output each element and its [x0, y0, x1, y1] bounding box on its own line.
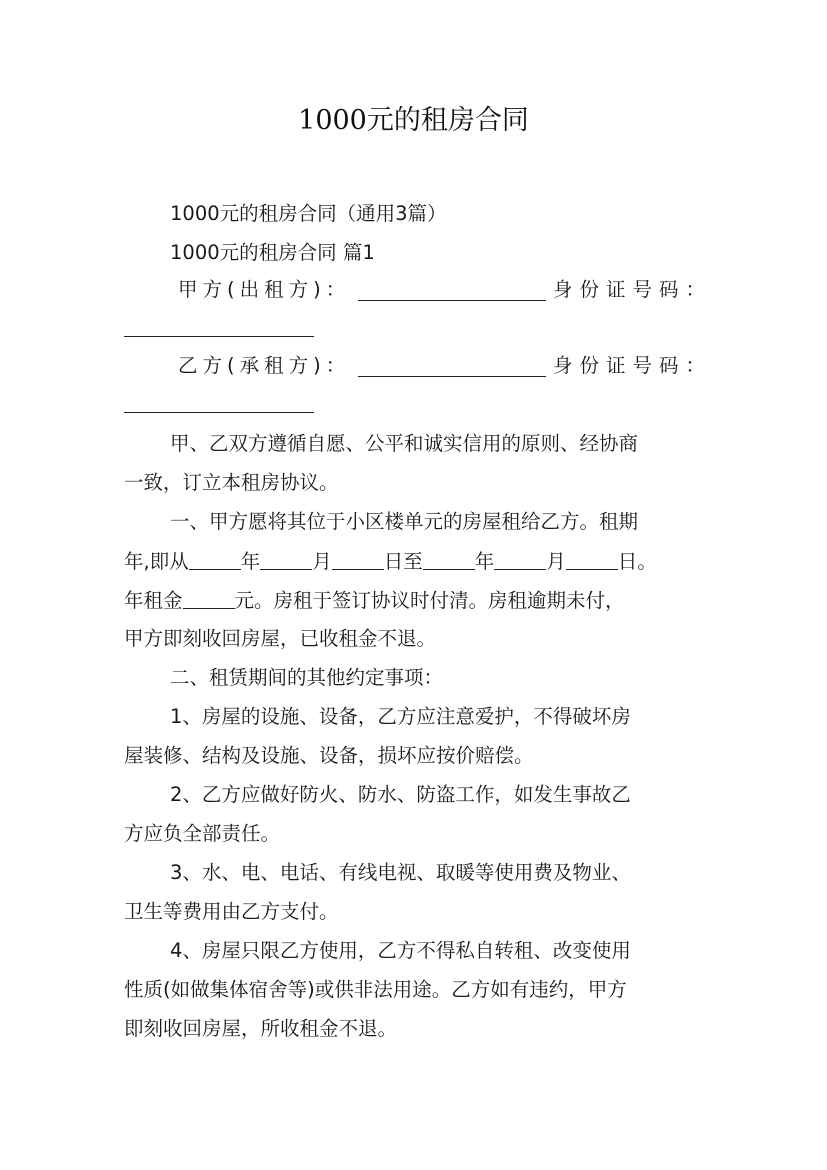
- term-text: 月: [546, 550, 566, 573]
- document-title: 1000元的租房合同: [298, 105, 529, 136]
- subtitle-line: 1000元的租房合同（通用3篇）: [170, 202, 447, 225]
- term-text: 月: [312, 550, 332, 573]
- party-a-name-blank: [358, 278, 546, 301]
- blank-line: [332, 547, 384, 570]
- term-text: 年: [474, 550, 495, 573]
- party-b-id-blank: [124, 390, 314, 413]
- blank-line: [183, 586, 235, 609]
- item-3-line: 3、水、电、电话、有线电视、取暖等使用费及物业、: [170, 861, 631, 884]
- term-text: 年: [240, 550, 261, 573]
- item-4-line: 4、房屋只限乙方使用，乙方不得私自转租、改变使用: [170, 939, 631, 962]
- item-1-line: 1、房屋的设施、设备，乙方应注意爱护，不得破坏房: [170, 705, 631, 728]
- clause-1-line: 一、甲方愿将其位于小区楼单元的房屋租给乙方。租期: [170, 510, 639, 533]
- item-4-line: 性质(如做集体宿舍等)或供非法用途。乙方如有违约，甲方: [124, 978, 627, 1001]
- party-a-id-label: 身份证号码：: [553, 278, 713, 301]
- blank-line: [189, 547, 241, 570]
- item-2-line: 2、乙方应做好防火、防水、防盗工作，如发生事故乙: [170, 783, 631, 806]
- party-b-label: 乙方(承租方)：: [178, 354, 351, 377]
- item-2-line: 方应负全部责任。: [124, 822, 281, 845]
- party-a-label: 甲方(出租方)：: [178, 278, 351, 301]
- blank-line: [494, 547, 546, 570]
- item-1-line: 屋装修、结构及设施、设备，损坏应按价赔偿。: [124, 744, 534, 767]
- party-b-name-blank: [358, 354, 546, 377]
- paragraph-line: 甲方即刻收回房屋，已收租金不退。: [124, 627, 437, 650]
- paragraph-line: 一致，订立本租房协议。: [124, 471, 339, 494]
- clause-2-heading: 二、租赁期间的其他约定事项：: [170, 666, 444, 689]
- rent-text: 年租金: [124, 589, 183, 612]
- party-a-id-blank: [124, 314, 314, 337]
- term-line: [124, 547, 657, 576]
- blank-line: [566, 547, 618, 570]
- party-b-id-label: 身份证号码：: [553, 354, 713, 377]
- term-text: 年,即从: [124, 550, 189, 573]
- rent-line: [124, 586, 625, 615]
- item-3-line: 卫生等费用由乙方支付。: [124, 900, 339, 923]
- section-heading: 1000元的租房合同 篇1: [170, 241, 375, 264]
- paragraph-line: 甲、乙双方遵循自愿、公平和诚实信用的原则、经协商: [170, 432, 639, 455]
- term-text: 日至: [383, 550, 423, 573]
- blank-line: [260, 547, 312, 570]
- item-4-line: 即刻收回房屋，所收租金不退。: [124, 1017, 398, 1040]
- blank-line: [423, 547, 475, 570]
- rent-text: 元。房租于签订协议时付清。房租逾期未付，: [234, 589, 625, 612]
- term-text: 日。: [617, 550, 657, 573]
